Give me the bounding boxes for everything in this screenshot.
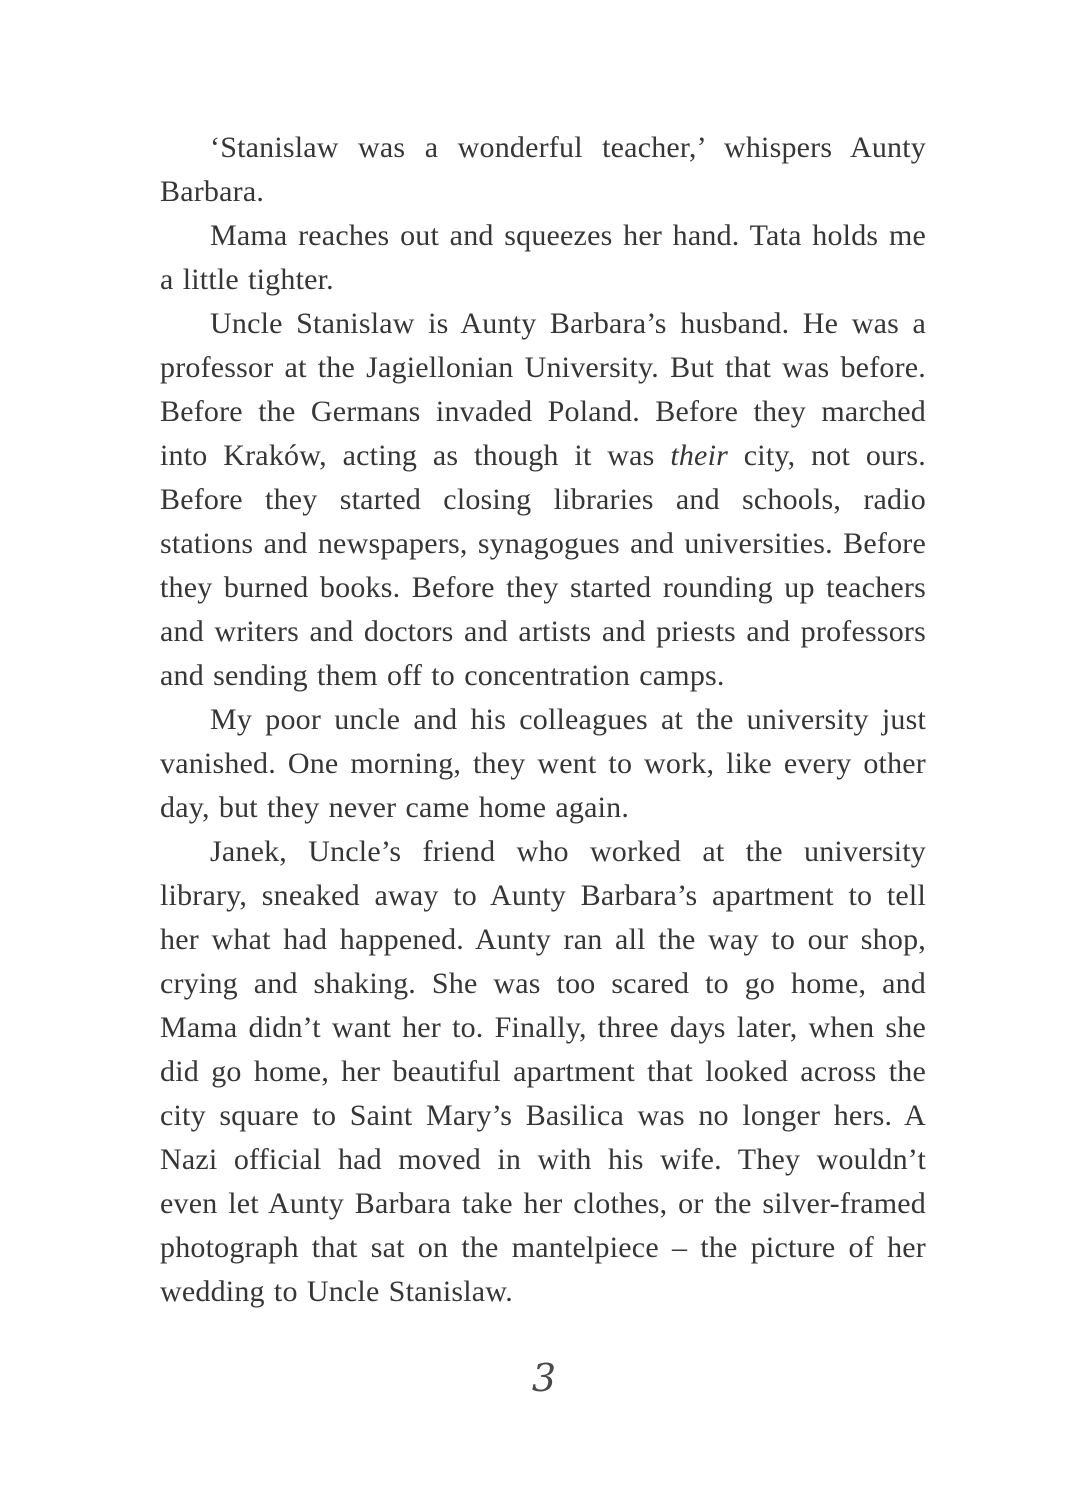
paragraph [160, 302, 926, 698]
paragraph [160, 698, 926, 830]
paragraph [160, 126, 926, 214]
paragraph [160, 830, 926, 1314]
paragraph [160, 214, 926, 302]
text-segment: Mama reaches out and squeezes her hand. Tata holds me a little tighter. [160, 219, 926, 296]
page-number: 3 [531, 1356, 557, 1400]
body-text [160, 126, 926, 1314]
text-segment: My poor uncle and his colleagues at the university just vanished. One morning, they went to work, like every other day, but they never came home again. [160, 703, 926, 824]
text-segment: city, not ours. Before they started closing libraries and schools, radio stations and newspapers, synagogues and universities. Before they burned books. Before they started rounding up teachers and writers and doctors and artists and priests and professors and sending them off to concentration camps. [160, 439, 926, 692]
italic-text-segment: their [670, 439, 728, 472]
text-segment: ‘Stanislaw was a wonderful teacher,’ whispers Aunty Barbara. [160, 131, 926, 208]
text-segment: Uncle Stanislaw is Aunty Barbara’s husband. He was a professor at the Jagiellonian University. But that was before. Before the Germans invaded Poland. Before they marched into Kraków, acting as though it was [160, 307, 926, 472]
text-segment: Janek, Uncle’s friend who worked at the university library, sneaked away to Aunty Barbara’s apartment to tell her what had happened. Aunty ran all the way to our shop, crying and shaking. She was too scared to go home, and Mama didn’t want her to. Finally, three days later, when she did go home, her beautiful apartment that looked across the city square to Saint Mary’s Basilica was no longer hers. A Nazi official had moved in with his wife. They wouldn’t even let Aunty Barbara take her clothes, or the silver-framed photograph that sat on the mantelpiece – the picture of her wedding to Uncle Stanislaw. [160, 835, 926, 1308]
